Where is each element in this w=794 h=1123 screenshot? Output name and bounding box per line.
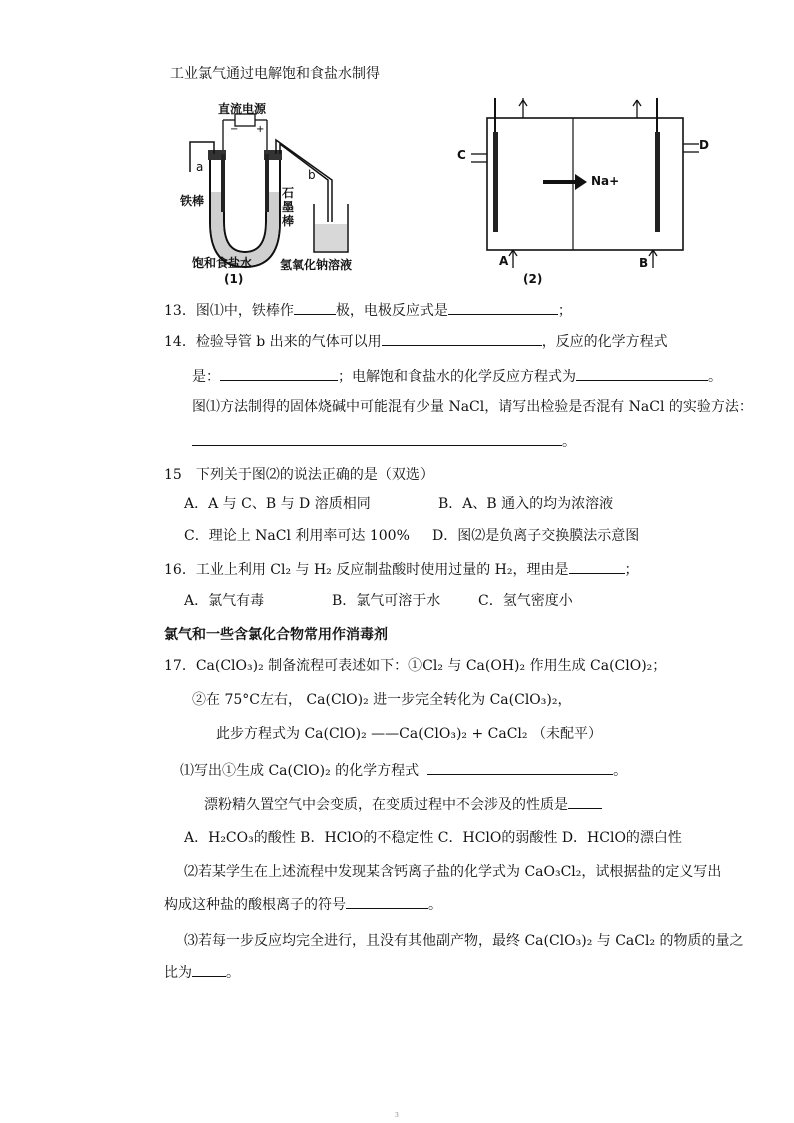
q17-part-2-line-2 bbox=[164, 894, 442, 915]
figure-1-electrolysis-apparatus bbox=[180, 92, 380, 292]
question-14-line-3: 图⑴方法制得的固体烧碱中可能混有少量 NaCl，请写出检验是否混有 NaCl 的实验方法： bbox=[192, 399, 753, 415]
q16-option-b[interactable]: B．氯气可溶于水 bbox=[332, 593, 441, 609]
q14-text-1: 14．检验导管 b 出来的气体可以用 bbox=[164, 334, 382, 350]
q13-text-1: 13．图⑴中，铁棒作 bbox=[164, 303, 294, 319]
question-14-line-4 bbox=[192, 431, 576, 452]
q17-part-1-follow bbox=[204, 794, 602, 815]
q13-blank-reaction[interactable] bbox=[448, 300, 558, 315]
section-title-disinfectants: 氯气和一些含氯化合物常用作消毒剂 bbox=[164, 627, 388, 643]
question-17-line-2: ②在 75°C左右， Ca(ClO)₂ 进一步完全转化为 Ca(ClO₃)₂， bbox=[192, 692, 572, 708]
sodium-ion-label: Na+ bbox=[591, 174, 620, 188]
tube-b-label: b bbox=[308, 168, 316, 182]
naoh-solution-label: 氢氧化钠溶液 bbox=[280, 258, 353, 272]
q17-blank-property[interactable] bbox=[568, 794, 602, 809]
inlet-a-label: A bbox=[499, 254, 509, 268]
brine-label: 饱和食盐水 bbox=[192, 256, 253, 270]
question-13 bbox=[164, 300, 572, 321]
q14-blank-method[interactable] bbox=[192, 431, 562, 446]
q14-text-3: 是： bbox=[192, 369, 220, 385]
q16-blank-reason[interactable] bbox=[569, 559, 625, 574]
q17-part-1-question: 漂粉精久置空气中会变质，在变质过程中不会涉及的性质是 bbox=[204, 797, 568, 813]
page-number: 3 bbox=[395, 1112, 399, 1119]
question-17-line-3: 此步方程式为 Ca(ClO)₂ ——Ca(ClO₃)₂ + CaCl₂ （未配平） bbox=[216, 726, 602, 742]
graphite-rod-label-2: 墨 bbox=[282, 200, 295, 214]
question-17-line-1: 17．Ca(ClO₃)₂ 制备流程可表述如下：①Cl₂ 与 Ca(OH)₂ 作用生成 Ca(ClO)₂； bbox=[164, 658, 667, 674]
q17-part-3-line-2 bbox=[164, 962, 240, 983]
q17-blank-anion[interactable] bbox=[346, 894, 428, 909]
q15-option-b[interactable]: B．A、B 通入的均为浓溶液 bbox=[438, 496, 614, 512]
membrane-cell-diagram bbox=[455, 92, 715, 292]
q17-part-2-text: 构成这种盐的酸根离子的符号 bbox=[164, 897, 346, 913]
tube-a-label: a bbox=[196, 160, 204, 174]
q17-part-1 bbox=[180, 760, 627, 781]
question-14-line-1 bbox=[164, 331, 668, 352]
svg-text:+: + bbox=[256, 124, 265, 135]
q17-part-1-end: 。 bbox=[613, 763, 628, 779]
question-14-line-2 bbox=[192, 366, 722, 387]
q16-option-c[interactable]: C．氢气密度小 bbox=[478, 593, 573, 609]
q14-text-2: ，反应的化学方程式 bbox=[541, 334, 668, 350]
q17-blank-equation[interactable] bbox=[427, 760, 613, 775]
q14-text-5: 。 bbox=[708, 369, 722, 385]
q14-blank-equation-1[interactable] bbox=[220, 366, 338, 381]
q14-blank-reagent[interactable] bbox=[382, 331, 542, 346]
inlet-c-label: C bbox=[457, 148, 466, 162]
q17-options[interactable]: A．H₂CO₃的酸性 B．HClO的不稳定性 C．HClO的弱酸性 D．HClO的漂白性 bbox=[184, 830, 682, 846]
question-16-stem bbox=[164, 559, 639, 580]
graphite-rod-label-3: 棒 bbox=[282, 214, 295, 228]
svg-text:−: − bbox=[230, 124, 239, 135]
figure-2-membrane-cell bbox=[455, 92, 715, 292]
inlet-b-label: B bbox=[639, 256, 649, 270]
figure-1-number: (1) bbox=[224, 272, 244, 286]
q13-text-3: ； bbox=[557, 303, 572, 319]
q16-text-1: 16．工业上利用 Cl₂ 与 H₂ 反应制盐酸时使用过量的 H₂，理由是 bbox=[164, 562, 569, 578]
q13-blank-electrode[interactable] bbox=[294, 300, 336, 315]
q16-text-2: ； bbox=[624, 562, 639, 578]
q17-part-3-line-1: ⑶若每一步反应均完全进行，且没有其他副产物，最终 Ca(ClO₃)₂ 与 CaCl₂ 的物质的量之 bbox=[184, 933, 744, 949]
question-15-stem: 15 下列关于图⑵的说法正确的是（双选） bbox=[164, 467, 434, 483]
q14-blank-equation-2[interactable] bbox=[576, 366, 708, 381]
power-source-label: 直流电源 bbox=[218, 102, 267, 116]
q15-option-a[interactable]: A．A 与 C、B 与 D 溶质相同 bbox=[184, 496, 371, 512]
q17-part-1-text: ⑴写出①生成 Ca(ClO)₂ 的化学方程式 bbox=[180, 763, 420, 779]
q14-text-6: 。 bbox=[562, 434, 576, 450]
section-title-chlorine-production: 工业氯气通过电解饱和食盐水制得 bbox=[170, 66, 380, 82]
q13-text-2: 极，电极反应式是 bbox=[335, 303, 448, 319]
q14-text-4: ；电解饱和食盐水的化学反应方程式为 bbox=[338, 369, 576, 385]
iron-rod-label: 铁棒 bbox=[180, 194, 205, 208]
q17-part-2-line-1: ⑵若某学生在上述流程中发现某含钙离子盐的化学式为 CaO₃Cl₂，试根据盐的定义写出 bbox=[184, 864, 722, 880]
graphite-rod-label-1: 石 bbox=[282, 186, 295, 200]
q15-option-d[interactable]: D．图⑵是负离子交换膜法示意图 bbox=[432, 528, 640, 544]
figure-2-number: (2) bbox=[523, 272, 543, 286]
q17-part-3-text: 比为 bbox=[164, 965, 192, 981]
q17-part-3-end: 。 bbox=[226, 965, 240, 981]
q17-part-2-end: 。 bbox=[428, 897, 442, 913]
q15-option-c[interactable]: C．理论上 NaCl 利用率可达 100% bbox=[184, 528, 410, 544]
q16-option-a[interactable]: A．氯气有毒 bbox=[184, 593, 265, 609]
q17-blank-ratio[interactable] bbox=[192, 962, 226, 977]
outlet-d-label: D bbox=[699, 138, 709, 152]
